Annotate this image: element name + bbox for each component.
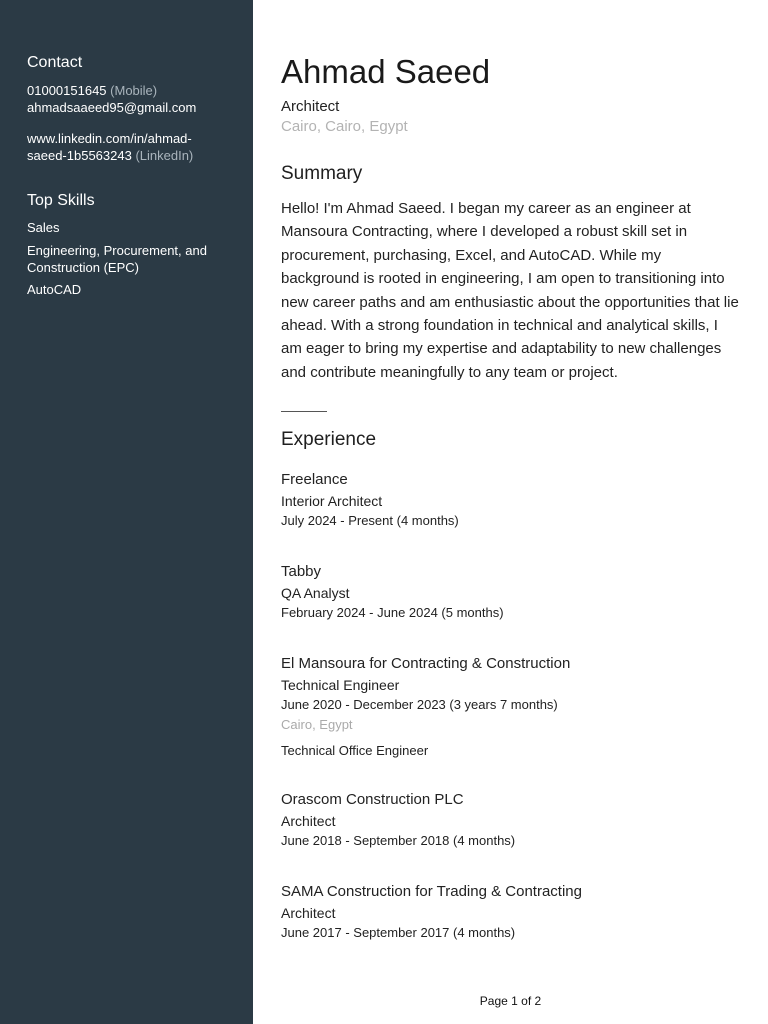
linkedin-link[interactable] [27,130,237,164]
company-name: Orascom Construction PLC [281,791,464,808]
skills-title: Top Skills [27,192,95,209]
profile-name: Ahmad Saeed [281,53,491,90]
email-link[interactable]: ahmadsaaeed95@gmail.com [27,100,197,115]
skill-item: AutoCAD [27,282,82,297]
linkedin-label: (LinkedIn) [135,148,194,163]
skill-item: Engineering, Procurement, and Construction (EPC) [27,243,207,275]
linkedin-url-part1[interactable]: www.linkedin.com/in/ahmad- [27,131,192,146]
section-divider [281,411,327,412]
sidebar [0,0,253,1024]
profile-location: Cairo, Cairo, Egypt [281,118,408,135]
job-title: Architect [281,813,336,829]
job-title: Technical Engineer [281,677,400,693]
job-title: Architect [281,905,336,921]
linkedin-url-part2[interactable]: saeed-1b5563243 [27,148,132,163]
phone-line [27,82,237,99]
company-name: SAMA Construction for Trading & Contracting [281,883,582,900]
summary-title: Summary [281,163,363,184]
company-name: El Mansoura for Contracting & Construction [281,655,571,672]
job-dates: June 2018 - September 2018 (4 months) [281,833,516,848]
summary-text: Hello! I'm Ahmad Saeed. I began my career as an engineer at Mansoura Contracting, where I developed a robust skill set in procurement, purchasing, Excel, and AutoCAD. While my background is rooted in engineering, I am open to transitioning into new career paths and am enthusiastic about the opportunities that lie ahead. With a strong foundation in technical and analytical skills, I am eager to bring my expertise and adaptability to new challenges and contribute meaningfully to any team or project. [281,200,739,381]
profile-headline: Architect [281,98,340,115]
company-name: Tabby [281,563,322,580]
job-dates: July 2024 - Present (4 months) [281,513,459,528]
job-title: Interior Architect [281,493,383,509]
job-title: QA Analyst [281,585,350,601]
job-description: Technical Office Engineer [281,743,429,758]
skill-item: Sales [27,220,60,235]
job-location: Cairo, Egypt [281,717,353,732]
contact-title: Contact [27,54,83,71]
job-dates: June 2020 - December 2023 (3 years 7 months) [281,697,558,712]
phone-type: (Mobile) [110,83,158,98]
job-dates: February 2024 - June 2024 (5 months) [281,605,504,620]
experience-title: Experience [281,429,377,450]
main-content [253,0,768,1024]
phone-number[interactable]: 01000151645 [27,83,107,98]
company-name: Freelance [281,471,348,488]
page-indicator: Page 1 of 2 [479,994,542,1008]
job-dates: June 2017 - September 2017 (4 months) [281,925,516,940]
